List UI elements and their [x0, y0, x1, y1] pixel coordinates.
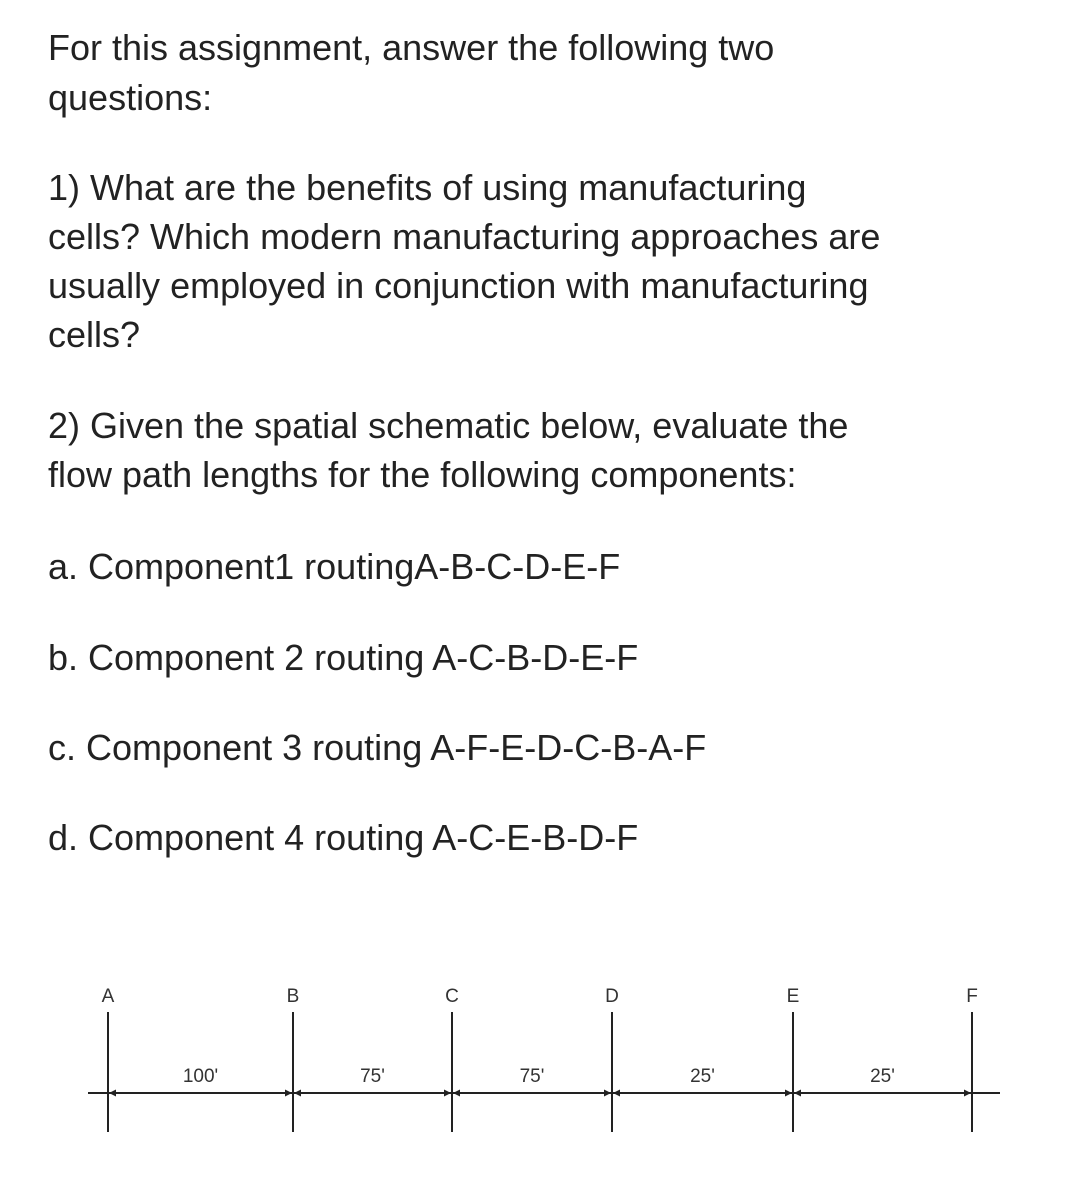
question-1-line-3: usually employed in conjunction with manufacturing [48, 265, 869, 306]
distance-label: 75' [360, 1066, 385, 1087]
component-b: b. Component 2 routing A-C-B-D-E-F [48, 637, 639, 678]
component-d: d. Component 4 routing A-C-E-B-D-F [48, 817, 639, 858]
component-a: a. Component1 routingA-B-C-D-E-F [48, 546, 621, 587]
station-label-d: D [605, 986, 619, 1007]
station-label-e: E [786, 986, 800, 1007]
station-label-a: A [101, 986, 115, 1007]
intro-line-1: For this assignment, answer the following two [48, 27, 775, 68]
intro-line-2: questions: [48, 77, 213, 118]
distance-label: 25' [870, 1066, 895, 1087]
distance-label: 100' [182, 1066, 219, 1087]
question-1-line-1: 1) What are the benefits of using manufacturing [48, 167, 807, 208]
station-label-f: F [966, 986, 978, 1007]
question-2-line-2: flow path lengths for the following components: [48, 454, 797, 495]
component-c: c. Component 3 routing A-F-E-D-C-B-A-F [48, 727, 707, 768]
distance-label: 25' [690, 1066, 715, 1087]
question-1-line-4: cells? [48, 314, 141, 355]
question-1-line-2: cells? Which modern manufacturing approaches are [48, 216, 881, 257]
distance-label: 75' [519, 1066, 545, 1087]
station-label-b: B [286, 986, 300, 1007]
spatial-schematic [0, 960, 1071, 1160]
question-2-line-1: 2) Given the spatial schematic below, evaluate the [48, 405, 849, 446]
station-label-c: C [445, 986, 459, 1007]
